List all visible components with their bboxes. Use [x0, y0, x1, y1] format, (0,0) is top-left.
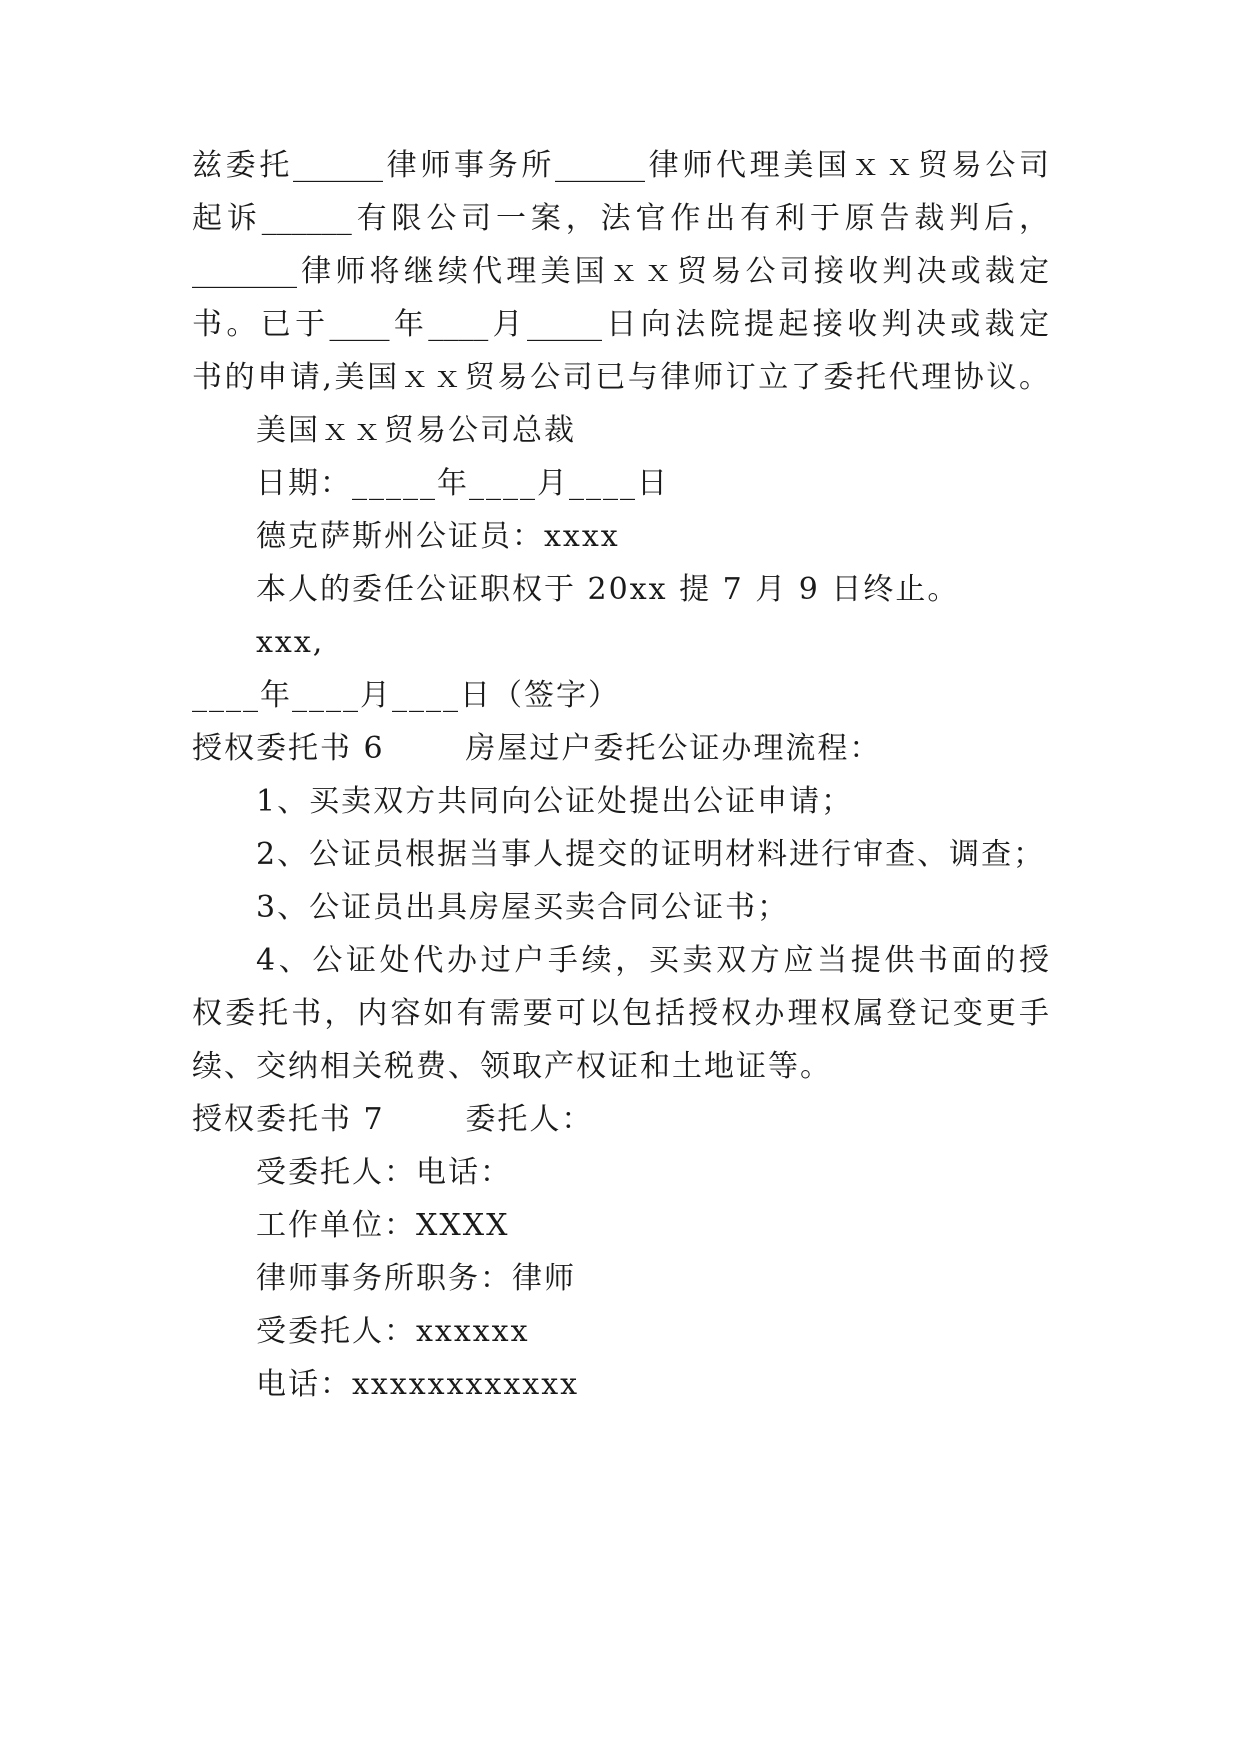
paragraph-line-3: _______律师将继续代理美国ｘｘ贸易公司接收判决或裁定 [192, 254, 1049, 289]
paragraph-line-4: 书。已于____年____月_____日向法院提起接收判决或裁定 [192, 307, 1049, 342]
work-unit-line: 工作单位：XXXX [256, 1208, 510, 1243]
step-3: 3、公证员出具房屋买卖合同公证书； [256, 890, 790, 925]
step-4-line-1: 4、公证处代办过户手续，买卖双方应当提供书面的授 [256, 943, 1049, 978]
date-line: 日期：_____年____月____日 [256, 466, 669, 501]
paragraph-line-2: 起诉______有限公司一案，法官作出有利于原告裁判后， [192, 201, 1049, 236]
step-4-line-2: 权委托书，内容如有需要可以包括授权办理权属登记变更手 [192, 996, 1049, 1031]
trustee-name-line: 受委托人：xxxxxx [256, 1314, 530, 1349]
step-4-line-3: 续、交纳相关税费、领取产权证和土地证等。 [192, 1049, 832, 1084]
trustee-phone-line: 受委托人：电话： [256, 1155, 512, 1190]
step-1: 1、买卖双方共同向公证处提出公证申请； [256, 784, 854, 819]
phone-line: 电话：xxxxxxxxxxxx [256, 1367, 580, 1402]
paragraph-line-1: 兹委托______律师事务所______律师代理美国ｘｘ贸易公司 [192, 148, 1049, 183]
section-heading-7: 授权委托书 7 委托人： [192, 1102, 594, 1137]
position-line: 律师事务所职务：律师 [256, 1261, 576, 1296]
notary-line: 德克萨斯州公证员：xxxx [256, 519, 620, 554]
section-heading-6: 授权委托书 6 房屋过户委托公证办理流程： [192, 731, 882, 766]
signer-line: xxx, [256, 625, 325, 660]
notary-term-line: 本人的委任公证职权于 20xx 提 7 月 9 日终止。 [256, 572, 960, 607]
paragraph-line-5: 书的申请,美国ｘｘ贸易公司已与律师订立了委托代理协议。 [192, 360, 1049, 395]
company-president: 美国ｘｘ贸易公司总裁 [256, 413, 576, 448]
step-2: 2、公证员根据当事人提交的证明材料进行审查、调查； [256, 837, 1046, 872]
signature-date-line: ____年____月____日（签字） [192, 678, 620, 713]
